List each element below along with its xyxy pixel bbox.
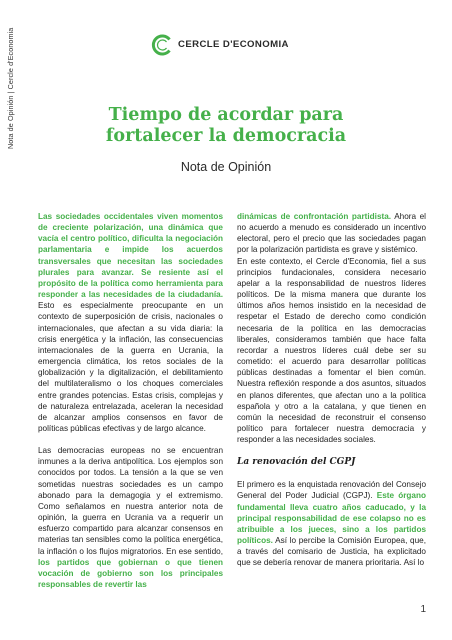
subtitle: Nota de Opinión [180,160,272,174]
right-column [237,211,426,569]
paragraph [38,445,223,590]
section-heading: La renovación del CGPJ [237,457,356,468]
circle-logo-icon [150,33,174,57]
page-title [40,105,412,147]
body-text: El primero es la enquistada renovación del Consejo General del Poder Judicial (CGPJ). [237,480,426,501]
body-text: Las democracias europeas no se encuentran inmunes a la deriva antipolítica. Los ejemplos son conocidos por todos. La tensión a la que se ven sometidas nuestras sociedades es un campo abonado para la demagogia y el extremismo. Como señalamos en nuestra anterior nota de opinión, la guerra en Ucrania va a requerir un esfuerzo compartido para alcanzar consensos en materias tan sensibles como la política energética, la inflación o los flujos migratorios. En ese sentido, [38,446,223,556]
cercle-logo[interactable] [150,30,300,60]
highlight-text: dinámicas de confrontación partidista. [237,212,392,221]
page-number: 1 [420,604,426,615]
paragraph [38,211,223,434]
title-line-2: fortalecer la democracia [105,126,347,146]
left-column [38,211,223,590]
paragraph: En este contexto, el Cercle d'Economia, fiel a sus principios fundacionales, considera necesario apelar a la responsabilidad de nuestros líderes políticos. De la misma manera que durante los últimos años hemos insistido en la necesidad de respetar el Estado de derecho como condición necesaria de la política en las democracias liberales, consideramos también que hace falta recordar a nuestros líderes cuál debe ser su cometido: el acuerdo para desarrollar políticas públicas destinadas a fomentar el bien común. Nuestra reflexión responde a dos asuntos, situados en planos diferentes, que afectan uno a la política española y otro a la catalana, y que tienen en común la necesidad de reconstruir el consenso político para fortalecer nuestra democracia y responder a las necesidades sociales. [237,256,426,445]
highlight-text: Las sociedades occidentales viven momentos de creciente polarización, una dinámica que vacía el centro político, dificulta la negociación parlamentaria e impide los acuerdos transversales que necesitan las sociedades plurales para avanzar. Se resiente así el propósito de la política como herramienta para responder a las necesidades de la ciudadanía. [38,212,223,300]
highlight-text: Este órgano fundamental lleva cuatro años caducado, y la principal responsabilidad de ese colapso no es atribuible a los jueces, sino a los partidos políticos. [237,491,426,546]
paragraph [237,211,426,256]
brand-name: CERCLE D'ECONOMIA [178,39,289,50]
body-text: Esto es especialmente preocupante en un contexto de superposición de crisis, nacionales o internacionales, que afectan a su vida diaria: la crisis energética y la inflación, las consecuencias internacionales de la guerra en Ucrania, la emergencia climática, los retos sociales de la globalización y la digitalización, el debilitamiento del multilateralismo o los choques comerciales entre grandes potencias. Estas crisis, complejas y de naturaleza entrelazada, aceleran la necesidad de alcanzar amplios consensos en favor de políticas públicas efectivas y de largo alcance. [38,301,223,433]
highlight-text: los partidos que gobiernan o que tienen vocación de gobierno son los principales responsables de revertir las [38,557,223,589]
side-label: Nota de Opinión | Cercle d'Economia [6,28,15,150]
body-text: Así lo percibe la Comisión Europea, que, a través del comisario de Justicia, ha explicitado que se debería renovar de manera prioritaria. Así lo [237,536,426,568]
body-text: Ahora el no acuerdo a menudo es considerado un incentivo electoral, pero el precio que las sociedades pagan por la polarización partidista es grave y sistémico. [237,212,426,255]
title-line-1: Tiempo de acordar para [108,105,344,125]
paragraph [237,479,426,568]
